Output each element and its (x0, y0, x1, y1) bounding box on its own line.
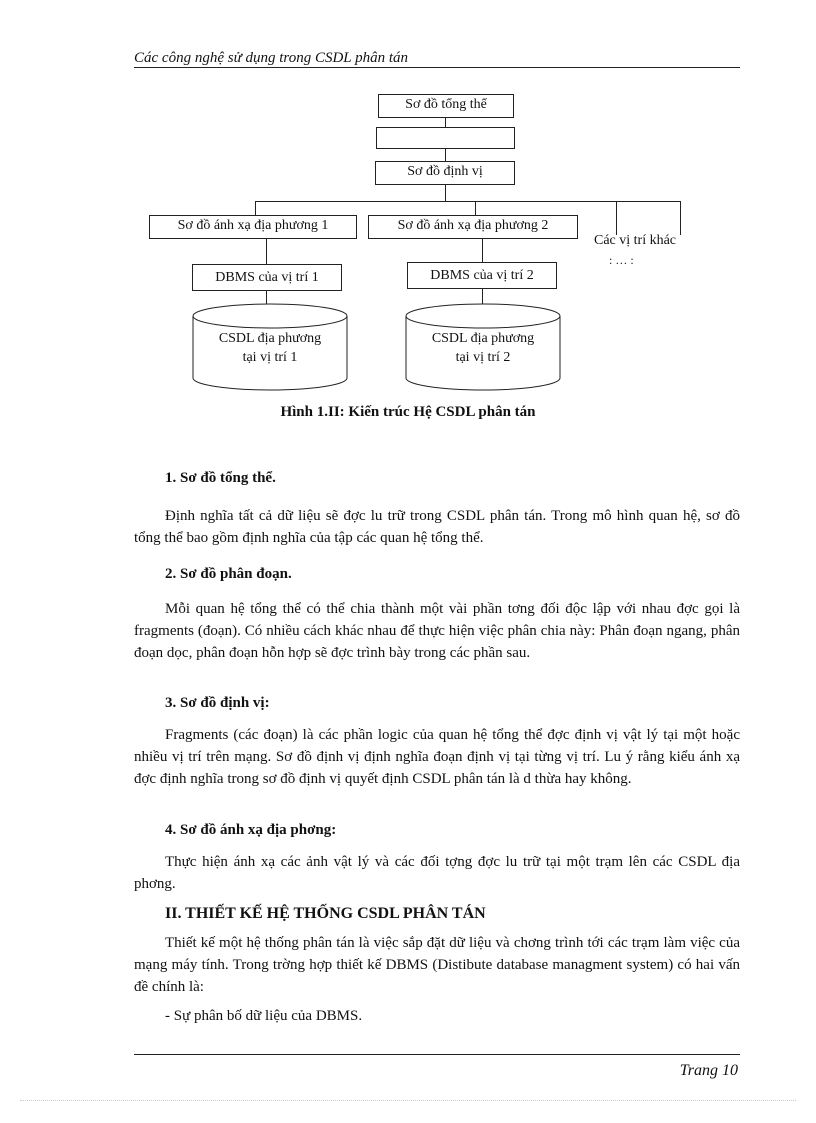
dbms-site-1-box: DBMS của vị trí 1 (192, 264, 342, 291)
allocation-schema-box: Sơ đồ định vị (375, 161, 515, 185)
local-db-1-line1: CSDL địa phương (218, 331, 322, 346)
section-heading: 1. Sơ đồ tổng thể. (165, 470, 276, 486)
local-db-2-label (406, 329, 560, 367)
section-heading: 4. Sơ đồ ánh xạ địa phơng: (165, 822, 337, 838)
local-mapping-1-box: Sơ đồ ánh xạ địa phương 1 (149, 215, 357, 239)
local-db-1-line2: tại vị trí 1 (242, 350, 298, 365)
section-body: Thực hiện ánh xạ các ảnh vật lý và các đối tợng đợc lu trữ tại một trạm lên các CSDL địa phơng. (134, 854, 740, 892)
footer-rule (134, 1054, 740, 1055)
part-body: Thiết kế một hệ thống phân tán là việc sắp đặt dữ liệu và chơng trình tới các trạm làm việc của mạng máy tính. Trong trờng hợp thiết kế DBMS (Distibute database managment system) có hai vấn đề chính là: (134, 935, 740, 995)
bullet-item: - Sự phân bố dữ liệu của DBMS. (165, 1008, 363, 1024)
page-number: Trang 10 (679, 1062, 738, 1079)
part-heading: II. THIẾT KẾ HỆ THỐNG CSDL PHÂN TÁN (165, 905, 486, 922)
local-db-1-label (193, 329, 347, 367)
other-sites-ellipsis: : … : (609, 253, 634, 267)
local-db-2-line1: CSDL địa phương (431, 331, 535, 346)
local-db-2-line2: tại vị trí 2 (455, 350, 511, 365)
page-header-title: Các công nghệ sử dụng trong CSDL phân tán (134, 50, 409, 66)
local-mapping-2-box: Sơ đồ ánh xạ địa phương 2 (368, 215, 578, 239)
page-edge-dots (20, 1100, 796, 1101)
global-schema-box: Sơ đồ tổng thể (378, 94, 514, 118)
section-heading: 3. Sơ đồ định vị: (165, 695, 270, 711)
section-heading: 2. Sơ đồ phân đoạn. (165, 566, 292, 582)
section-body: Mỗi quan hệ tổng thể có thể chia thành một vài phần tơng đối độc lập với nhau đợc gọi là fragments (đoạn). Có nhiều cách khác nhau để thực hiện việc phân chia này: Phân đoạn ngang, phân đoạn dọc, phân đoạn hỗn hợp sẽ đợc trình bày trong các phần sau. (134, 601, 740, 661)
dbms-site-2-box: DBMS của vị trí 2 (407, 262, 557, 289)
figure-caption: Hình 1.II: Kiến trúc Hệ CSDL phân tán (280, 404, 536, 420)
section-body: Fragments (các đoạn) là các phần logic của quan hệ tổng thể đợc định vị vật lý tại một hoặc nhiều vị trí trên mạng. Sơ đồ định vị định nghĩa đoạn định vị tại từng vị trí. Lu ý rằng kiểu ánh xạ đợc định nghĩa trong sơ đồ định vị quyết định CSDL phân tán là d thừa hay không. (134, 727, 740, 787)
other-sites-label: Các vị trí khác (594, 233, 677, 248)
section-body: Định nghĩa tất cả dữ liệu sẽ đợc lu trữ trong CSDL phân tán. Trong mô hình quan hệ, sơ đồ tổng thể bao gồm định nghĩa của tập các quan hệ tổng thể. (134, 508, 740, 546)
